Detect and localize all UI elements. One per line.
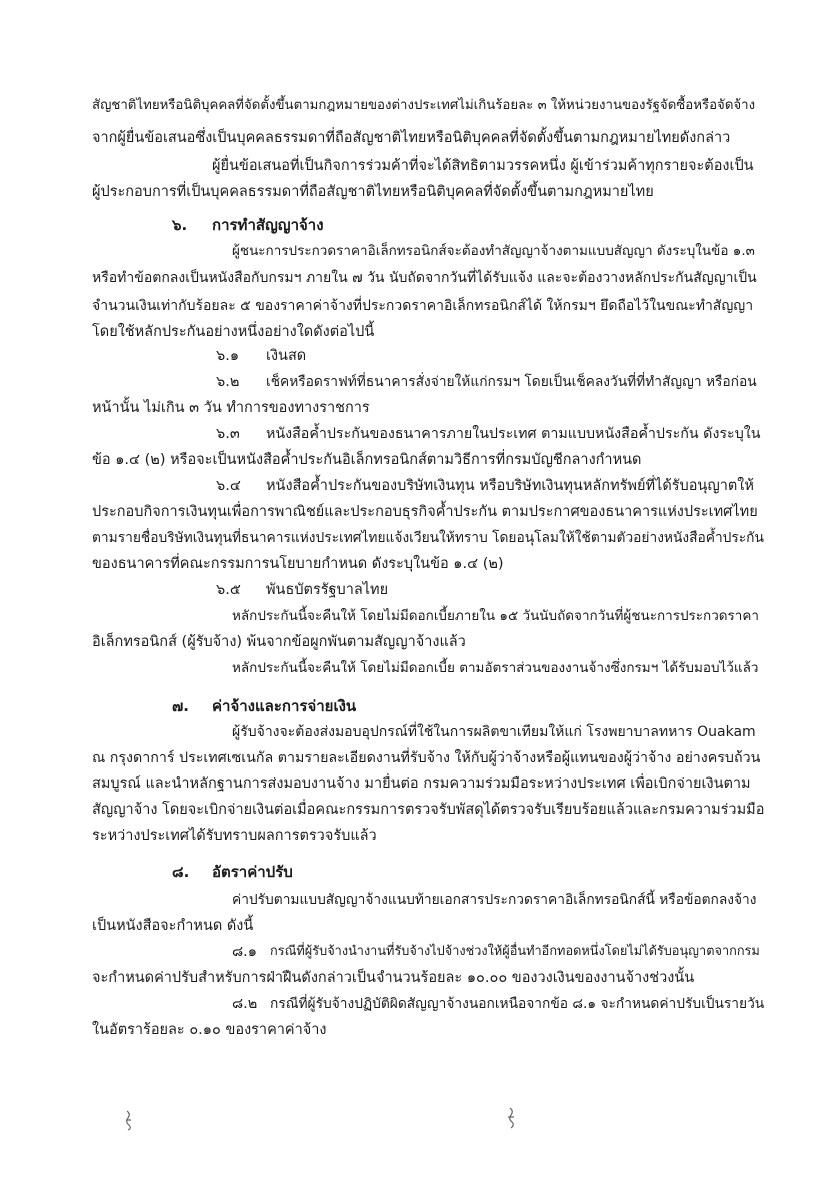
section-7-number: ๗. bbox=[172, 697, 189, 715]
item-8-1-text: กรณีที่ผู้รับจ้างนำงานที่รับจ้างไปจ้างช่วงให้ผู้อื่นทำอีกทอดหนึ่งโดยไม่ได้รับอนุญาตจากกรม bbox=[270, 944, 760, 959]
intro-line: ผู้ยื่นข้อเสนอที่เป็นกิจการร่วมค้าที่จะได้สิทธิตามวรรคหนึ่ง ผู้เข้าร่วมค้าทุกรายจะต้องเป็น bbox=[212, 158, 754, 174]
section-7-body-line: สัญญาจ้าง โดยจะเบิกจ่ายเงินต่อเมื่อคณะกรรมการตรวจรับพัสดุได้ตรวจรับเรียบร้อยแล้วและกรมความร่วมมือ bbox=[92, 802, 765, 818]
section-6-body-line: ผู้ชนะการประกวดราคาอิเล็กทรอนิกส์จะต้องทำสัญญาจ้างตามแบบสัญญา ดังระบุในข้อ ๑.๓ bbox=[232, 243, 755, 259]
section-7-body-line: ผู้รับจ้างจะต้องส่งมอบอุปกรณ์ที่ใช้ในการผลิตขาเทียมให้แก่ โรงพยาบาลทหาร Ouakam bbox=[232, 724, 756, 740]
item-8-1-continuation: จะกำหนดค่าปรับสำหรับการฝ่าฝืนดังกล่าวเป็นจำนวนร้อยละ ๑๐.๐๐ ของวงเงินของงานจ้างช่วงนั้น bbox=[92, 970, 695, 986]
item-6-3-text: หนังสือค้ำประกันของธนาคารภายในประเทศ ตามแบบหนังสือค้ำประกัน ดังระบุใน bbox=[266, 426, 761, 442]
section-6-number: ๖. bbox=[172, 216, 188, 234]
item-8-2-continuation: ในอัตราร้อยละ ๐.๑๐ ของราคาค่าจ้าง bbox=[92, 1022, 327, 1038]
item-6-4-continuation: ตามรายชื่อบริษัทเงินทุนที่ธนาคารแห่งประเทศไทยแจ้งเวียนให้ทราบ โดยอนุโลมให้ใช้ตามตัวอย่างหนังสือค้ำประกัน bbox=[92, 530, 764, 546]
guarantee-return-1-continuation: อิเล็กทรอนิกส์ (ผู้รับจ้าง) พ้นจากข้อผูกพันตามสัญญาจ้างแล้ว bbox=[92, 634, 466, 650]
item-6-5-number: ๖.๕ bbox=[216, 582, 241, 598]
initials-mark-right bbox=[504, 1106, 518, 1130]
item-8-1-number: ๘.๑ bbox=[232, 944, 257, 960]
section-6-title: การทำสัญญาจ้าง bbox=[212, 216, 324, 234]
intro-line: สัญชาติไทยหรือนิติบุคคลที่จัดตั้งขึ้นตามกฎหมายของต่างประเทศไม่เกินร้อยละ ๓ ให้หน่วยงานของรัฐจัดซื้อหรือจัดจ้าง bbox=[92, 98, 756, 113]
item-6-4-text: หนังสือค้ำประกันของบริษัทเงินทุน หรือบริษัทเงินทุนหลักทรัพย์ที่ได้รับอนุญาตให้ bbox=[266, 478, 754, 494]
item-6-3-continuation: ข้อ ๑.๔ (๒) หรือจะเป็นหนังสือค้ำประกันอิเล็กทรอนิกส์ตามวิธีการที่กรมบัญชีกลางกำหนด bbox=[92, 452, 642, 468]
item-6-1-number: ๖.๑ bbox=[216, 348, 240, 364]
section-8-body-line: เป็นหนังสือจะกำหนด ดังนี้ bbox=[92, 918, 254, 934]
section-7-body-line: ระหว่างประเทศได้รับทราบผลการตรวจรับแล้ว bbox=[92, 828, 377, 844]
item-6-4-number: ๖.๔ bbox=[216, 478, 241, 494]
section-6-body-line: หรือทำข้อตกลงเป็นหนังสือกับกรมฯ ภายใน ๗ วัน นับถัดจากวันที่ได้รับแจ้ง และจะต้องวางหลักประกันสัญญาเป็น bbox=[92, 270, 757, 286]
item-6-1-text: เงินสด bbox=[266, 348, 307, 364]
section-7-title: ค่าจ้างและการจ่ายเงิน bbox=[212, 697, 357, 715]
section-8-number: ๘. bbox=[172, 863, 190, 881]
section-6-body-line: โดยใช้หลักประกันอย่างหนึ่งอย่างใดดังต่อไปนี้ bbox=[92, 324, 375, 340]
section-6-body-line: จำนวนเงินเท่ากับร้อยละ ๕ ของราคาค่าจ้างที่ประกวดราคาอิเล็กทรอนิกส์ได้ ให้กรมฯ ยึดถือไว้ในขณะทำสัญญา bbox=[92, 298, 754, 314]
guarantee-return-1: หลักประกันนี้จะคืนให้ โดยไม่มีดอกเบี้ยภายใน ๑๕ วันนับถัดจากวันที่ผู้ชนะการประกวดราคา bbox=[232, 608, 760, 624]
item-6-5-text: พันธบัตรรัฐบาลไทย bbox=[266, 582, 389, 598]
item-6-2-text: เช็คหรือดราฟท์ที่ธนาคารสั่งจ่ายให้แก่กรมฯ โดยเป็นเช็คลงวันที่ที่ทำสัญญา หรือก่อน bbox=[266, 374, 757, 390]
section-8-body-line: ค่าปรับตามแบบสัญญาจ้างแนบท้ายเอกสารประกวดราคาอิเล็กทรอนิกส์นี้ หรือข้อตกลงจ้าง bbox=[232, 892, 757, 908]
item-6-4-continuation: ของธนาคารที่คณะกรรมการนโยบายกำหนด ดังระบุในข้อ ๑.๔ (๒) bbox=[92, 556, 504, 572]
item-6-3-number: ๖.๓ bbox=[216, 426, 240, 442]
initials-mark-left bbox=[122, 1108, 136, 1132]
section-7-body-line: ณ กรุงดาการ์ ประเทศเซเนกัล ตามรายละเอียดงานที่รับจ้าง ให้กับผู้ว่าจ้างหรือผู้แทนของผู้ว่าจ้าง อย่างครบถ้วน bbox=[92, 750, 761, 766]
item-8-2-number: ๘.๒ bbox=[232, 996, 258, 1012]
item-6-2-continuation: หน้านั้น ไม่เกิน ๓ วัน ทำการของทางราชการ bbox=[92, 400, 370, 416]
section-7-body-line: สมบูรณ์ และนำหลักฐานการส่งมอบงานจ้าง มายื่นต่อ กรมความร่วมมือระหว่างประเทศ เพื่อเบิกจ่ายเงินตาม bbox=[92, 776, 751, 792]
item-6-2-number: ๖.๒ bbox=[216, 374, 240, 390]
intro-line: ผู้ประกอบการที่เป็นบุคคลธรรมดาที่ถือสัญชาติไทยหรือนิติบุคคลที่จัดตั้งขึ้นตามกฎหมายไทย bbox=[92, 184, 654, 200]
item-8-2-text: กรณีที่ผู้รับจ้างปฏิบัติผิดสัญญาจ้างนอกเหนือจากข้อ ๘.๑ จะกำหนดค่าปรับเป็นรายวัน bbox=[270, 996, 765, 1012]
intro-line: จากผู้ยื่นข้อเสนอซึ่งเป็นบุคคลธรรมดาที่ถือสัญชาติไทยหรือนิติบุคคลที่จัดตั้งขึ้นตามกฎหมายไทยดังกล่าว bbox=[92, 130, 731, 146]
guarantee-return-2: หลักประกันนี้จะคืนให้ โดยไม่มีดอกเบี้ย ตามอัตราส่วนของงานจ้างซึ่งกรมฯ ได้รับมอบไว้แล้ว bbox=[232, 660, 759, 676]
item-6-4-continuation: ประกอบกิจการเงินทุนเพื่อการพาณิชย์และประกอบธุรกิจค้ำประกัน ตามประกาศของธนาคารแห่งประเทศไทย bbox=[92, 504, 758, 520]
section-8-title: อัตราค่าปรับ bbox=[212, 863, 293, 881]
